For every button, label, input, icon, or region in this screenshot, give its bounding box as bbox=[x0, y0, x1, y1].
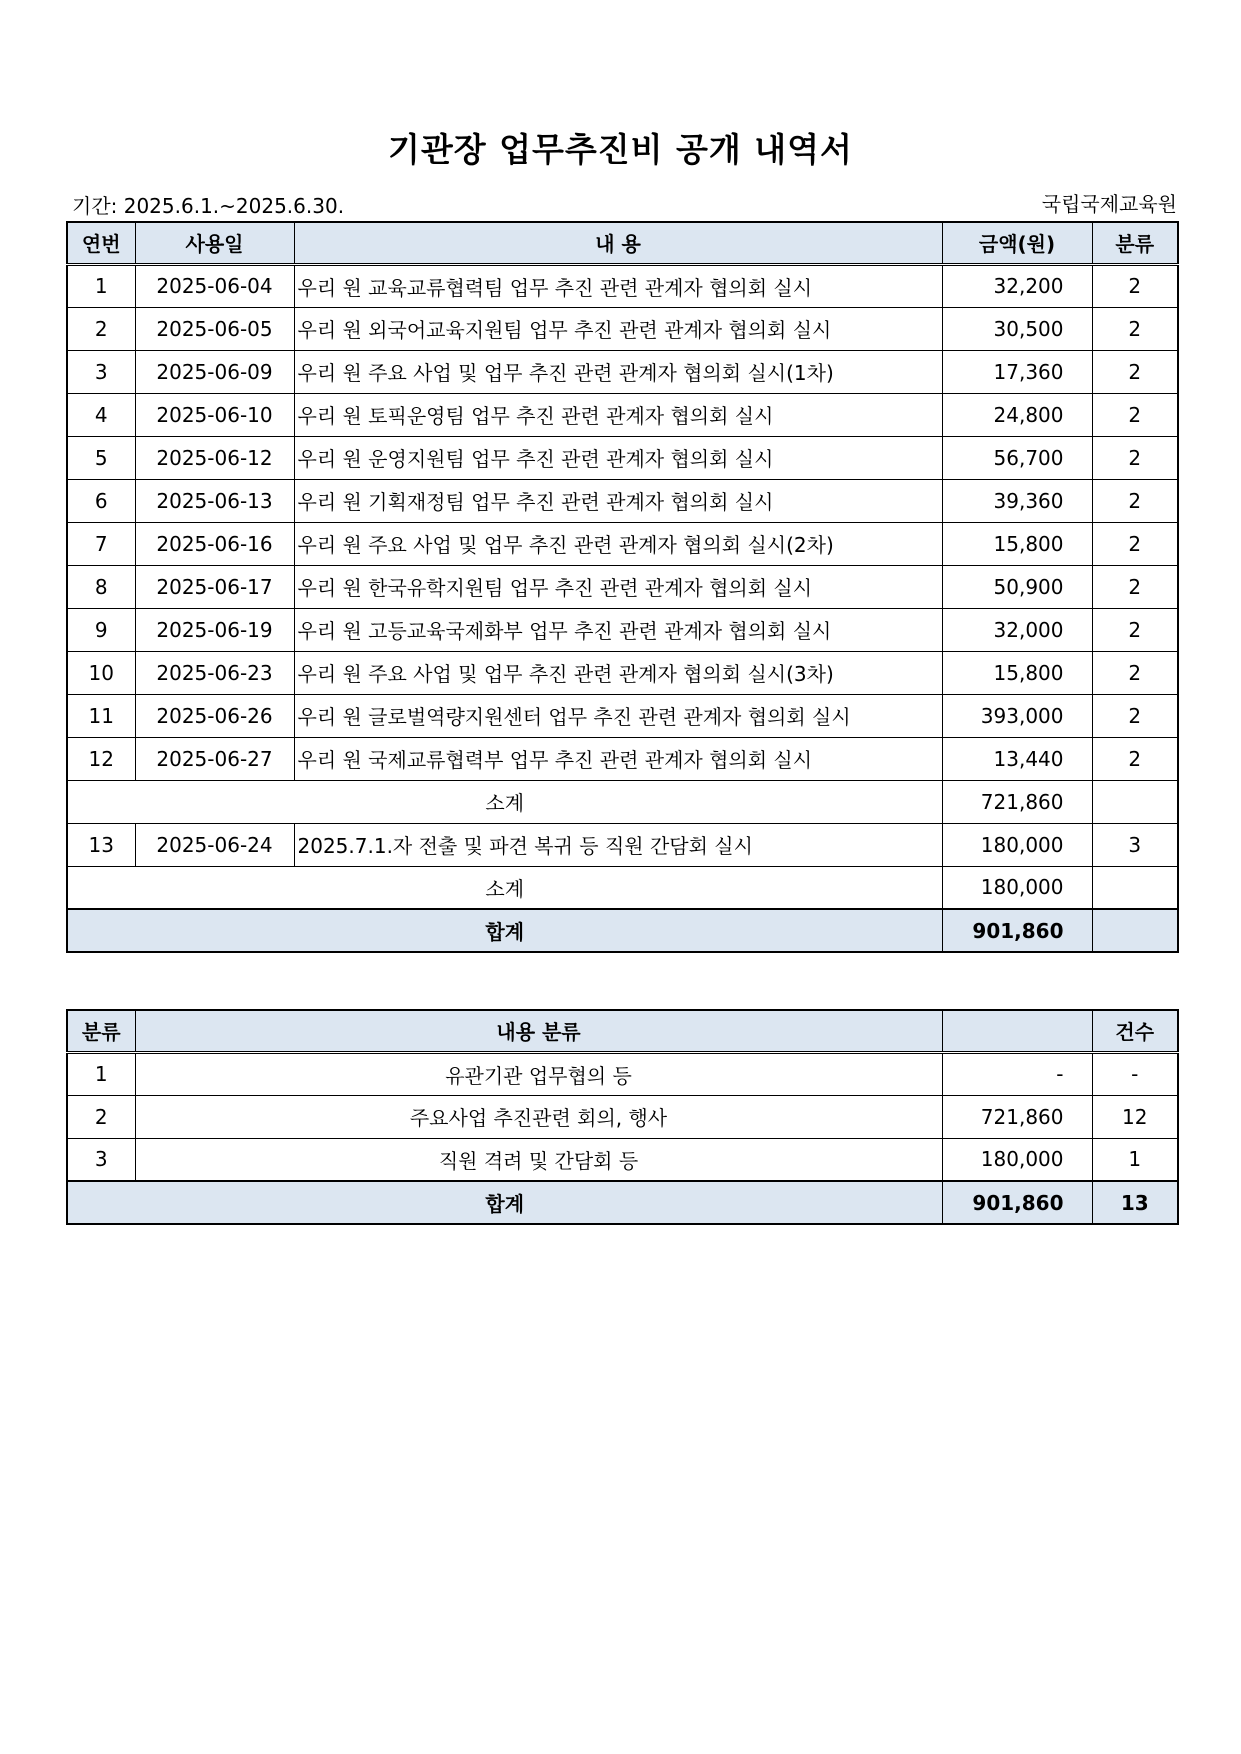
summary-category-number: 1 bbox=[67, 1052, 135, 1095]
table-row bbox=[67, 737, 1178, 780]
row-number: 1 bbox=[67, 264, 135, 307]
row-category: 2 bbox=[1092, 651, 1178, 694]
total-label: 합계 bbox=[67, 909, 942, 952]
row-date: 2025-06-17 bbox=[135, 565, 294, 608]
row-number: 13 bbox=[67, 823, 135, 866]
summary-total-count: 13 bbox=[1092, 1181, 1178, 1224]
row-number: 3 bbox=[67, 350, 135, 393]
summary-count: 1 bbox=[1092, 1138, 1178, 1181]
row-category: 3 bbox=[1092, 823, 1178, 866]
total-row bbox=[67, 909, 1178, 952]
summary-amount: - bbox=[942, 1052, 1092, 1095]
row-content: 우리 원 글로벌역량지원센터 업무 추진 관련 관계자 협의회 실시 bbox=[294, 694, 942, 737]
table-row bbox=[67, 608, 1178, 651]
period-label: 기간: 2025.6.1.~2025.6.30. bbox=[72, 194, 345, 218]
table-row bbox=[67, 264, 1178, 307]
row-date: 2025-06-26 bbox=[135, 694, 294, 737]
row-number: 11 bbox=[67, 694, 135, 737]
row-amount: 39,360 bbox=[942, 479, 1092, 522]
row-date: 2025-06-09 bbox=[135, 350, 294, 393]
summary-count: - bbox=[1092, 1052, 1178, 1095]
table-row bbox=[67, 823, 1178, 866]
document-title: 기관장 업무추진비 공개 내역서 bbox=[388, 130, 853, 169]
row-content: 2025.7.1.자 전출 및 파견 복귀 등 직원 간담회 실시 bbox=[294, 823, 942, 866]
summary-amount: 180,000 bbox=[942, 1138, 1092, 1181]
summary-category-name: 직원 격려 및 간담회 등 bbox=[135, 1138, 942, 1181]
summary-row bbox=[67, 1138, 1178, 1181]
organization-name: 국립국제교육원 bbox=[1041, 192, 1177, 216]
row-date: 2025-06-12 bbox=[135, 436, 294, 479]
row-content: 우리 원 한국유학지원팀 업무 추진 관련 관계자 협의회 실시 bbox=[294, 565, 942, 608]
table-row bbox=[67, 436, 1178, 479]
subtotal-amount: 721,860 bbox=[942, 780, 1092, 823]
summary-header-count: 건수 bbox=[1092, 1010, 1178, 1052]
subtotal-row-2 bbox=[67, 866, 1178, 909]
table-row bbox=[67, 694, 1178, 737]
row-category: 2 bbox=[1092, 608, 1178, 651]
summary-category-number: 3 bbox=[67, 1138, 135, 1181]
subtotal-amount: 180,000 bbox=[942, 866, 1092, 909]
header-content: 내 용 bbox=[294, 222, 942, 264]
row-amount: 50,900 bbox=[942, 565, 1092, 608]
row-date: 2025-06-24 bbox=[135, 823, 294, 866]
row-amount: 15,800 bbox=[942, 651, 1092, 694]
table-row bbox=[67, 307, 1178, 350]
subtotal-category-empty bbox=[1092, 780, 1178, 823]
row-number: 7 bbox=[67, 522, 135, 565]
row-category: 2 bbox=[1092, 522, 1178, 565]
row-date: 2025-06-10 bbox=[135, 393, 294, 436]
expense-table bbox=[66, 221, 1179, 953]
row-content: 우리 원 국제교류협력부 업무 추진 관련 관계자 협의회 실시 bbox=[294, 737, 942, 780]
summary-row bbox=[67, 1052, 1178, 1095]
summary-row bbox=[67, 1095, 1178, 1138]
row-category: 2 bbox=[1092, 350, 1178, 393]
table-row bbox=[67, 565, 1178, 608]
row-amount: 13,440 bbox=[942, 737, 1092, 780]
summary-header-name: 내용 분류 bbox=[135, 1010, 942, 1052]
row-number: 9 bbox=[67, 608, 135, 651]
expense-group-2 bbox=[67, 823, 1178, 866]
table-row bbox=[67, 393, 1178, 436]
row-content: 우리 원 기획재정팀 업무 추진 관련 관계자 협의회 실시 bbox=[294, 479, 942, 522]
expense-table-header bbox=[67, 222, 1178, 264]
row-content: 우리 원 주요 사업 및 업무 추진 관련 관계자 협의회 실시(2차) bbox=[294, 522, 942, 565]
row-date: 2025-06-23 bbox=[135, 651, 294, 694]
row-number: 4 bbox=[67, 393, 135, 436]
row-number: 2 bbox=[67, 307, 135, 350]
header-date: 사용일 bbox=[135, 222, 294, 264]
row-date: 2025-06-27 bbox=[135, 737, 294, 780]
subtotal-category-empty bbox=[1092, 866, 1178, 909]
table-row bbox=[67, 651, 1178, 694]
row-category: 2 bbox=[1092, 737, 1178, 780]
row-date: 2025-06-13 bbox=[135, 479, 294, 522]
row-category: 2 bbox=[1092, 479, 1178, 522]
row-number: 12 bbox=[67, 737, 135, 780]
row-category: 2 bbox=[1092, 436, 1178, 479]
row-date: 2025-06-04 bbox=[135, 264, 294, 307]
row-category: 2 bbox=[1092, 694, 1178, 737]
row-amount: 32,000 bbox=[942, 608, 1092, 651]
summary-amount: 721,860 bbox=[942, 1095, 1092, 1138]
row-category: 2 bbox=[1092, 393, 1178, 436]
row-amount: 32,200 bbox=[942, 264, 1092, 307]
summary-total-amount: 901,860 bbox=[942, 1181, 1092, 1224]
row-category: 2 bbox=[1092, 264, 1178, 307]
row-amount: 56,700 bbox=[942, 436, 1092, 479]
subtotal-row-1 bbox=[67, 780, 1178, 823]
row-amount: 180,000 bbox=[942, 823, 1092, 866]
row-content: 우리 원 토픽운영팀 업무 추진 관련 관계자 협의회 실시 bbox=[294, 393, 942, 436]
row-content: 우리 원 주요 사업 및 업무 추진 관련 관계자 협의회 실시(3차) bbox=[294, 651, 942, 694]
summary-table-header bbox=[67, 1010, 1178, 1052]
row-category: 2 bbox=[1092, 307, 1178, 350]
summary-header-category: 분류 bbox=[67, 1010, 135, 1052]
row-content: 우리 원 운영지원팀 업무 추진 관련 관계자 협의회 실시 bbox=[294, 436, 942, 479]
table-row bbox=[67, 350, 1178, 393]
summary-total-row bbox=[67, 1181, 1178, 1224]
row-content: 우리 원 주요 사업 및 업무 추진 관련 관계자 협의회 실시(1차) bbox=[294, 350, 942, 393]
summary-count: 12 bbox=[1092, 1095, 1178, 1138]
summary-category-number: 2 bbox=[67, 1095, 135, 1138]
row-amount: 24,800 bbox=[942, 393, 1092, 436]
row-date: 2025-06-05 bbox=[135, 307, 294, 350]
header-no: 연번 bbox=[67, 222, 135, 264]
summary-table bbox=[66, 1009, 1179, 1225]
table-row bbox=[67, 522, 1178, 565]
summary-category-name: 유관기관 업무협의 등 bbox=[135, 1052, 942, 1095]
row-content: 우리 원 교육교류협력팀 업무 추진 관련 관계자 협의회 실시 bbox=[294, 264, 942, 307]
row-number: 10 bbox=[67, 651, 135, 694]
summary-header-amount bbox=[942, 1010, 1092, 1052]
subtotal-label: 소계 bbox=[67, 866, 942, 909]
expense-group-1 bbox=[67, 264, 1178, 780]
row-number: 8 bbox=[67, 565, 135, 608]
total-category-empty bbox=[1092, 909, 1178, 952]
row-content: 우리 원 외국어교육지원팀 업무 추진 관련 관계자 협의회 실시 bbox=[294, 307, 942, 350]
row-number: 5 bbox=[67, 436, 135, 479]
row-category: 2 bbox=[1092, 565, 1178, 608]
summary-total-label: 합계 bbox=[67, 1181, 942, 1224]
row-number: 6 bbox=[67, 479, 135, 522]
summary-category-name: 주요사업 추진관련 회의, 행사 bbox=[135, 1095, 942, 1138]
total-amount: 901,860 bbox=[942, 909, 1092, 952]
row-date: 2025-06-16 bbox=[135, 522, 294, 565]
header-category: 분류 bbox=[1092, 222, 1178, 264]
row-amount: 393,000 bbox=[942, 694, 1092, 737]
subtotal-label: 소계 bbox=[67, 780, 942, 823]
row-date: 2025-06-19 bbox=[135, 608, 294, 651]
table-row bbox=[67, 479, 1178, 522]
row-amount: 17,360 bbox=[942, 350, 1092, 393]
header-amount: 금액(원) bbox=[942, 222, 1092, 264]
row-content: 우리 원 고등교육국제화부 업무 추진 관련 관계자 협의회 실시 bbox=[294, 608, 942, 651]
row-amount: 15,800 bbox=[942, 522, 1092, 565]
row-amount: 30,500 bbox=[942, 307, 1092, 350]
summary-rows bbox=[67, 1052, 1178, 1181]
